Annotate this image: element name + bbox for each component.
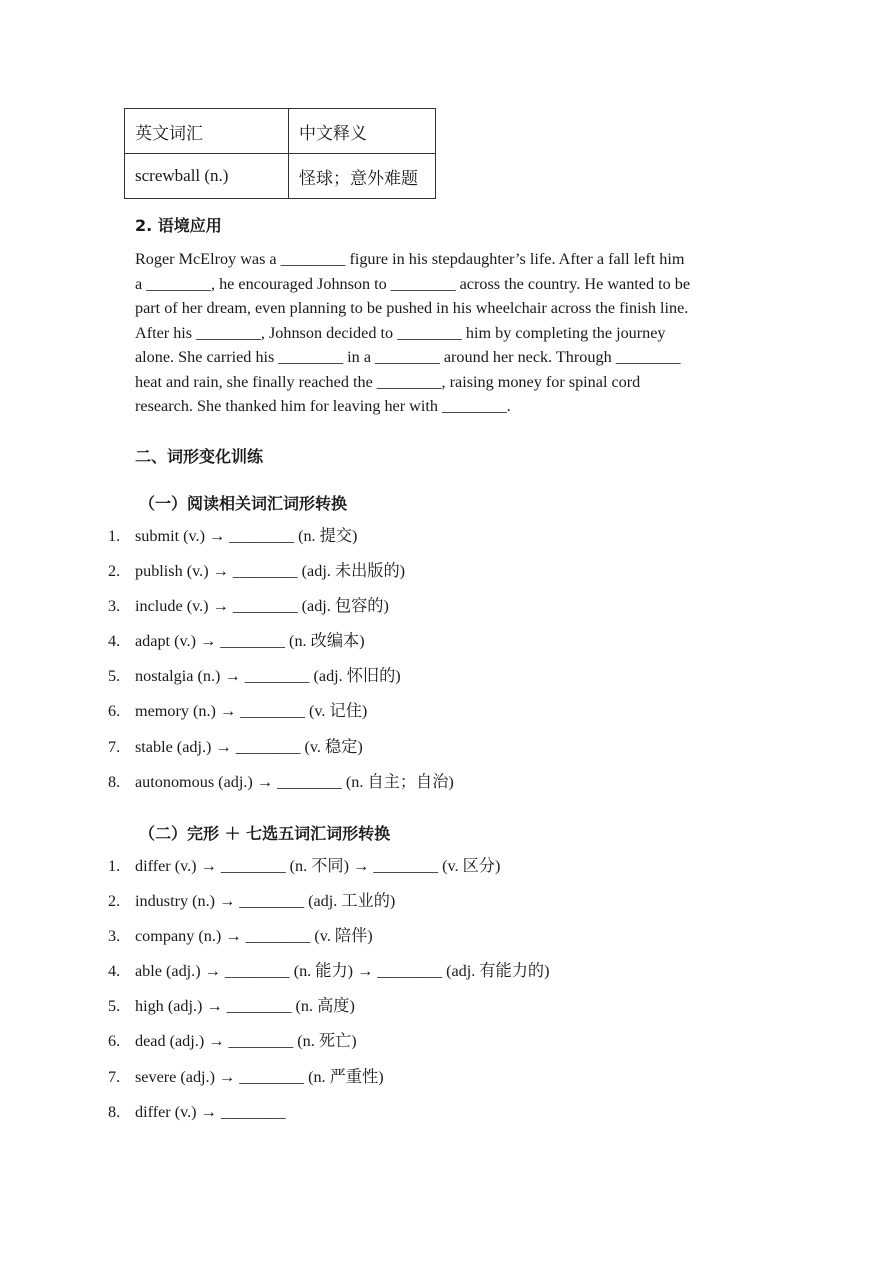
item-text: memory (n.) → ________ (v. 记住) xyxy=(135,702,368,721)
table-cell: screwball (n.) xyxy=(125,154,289,199)
item-text: high (adj.) → ________ (n. 高度) xyxy=(135,997,355,1016)
item-number: 2. xyxy=(108,562,121,581)
passage-line: heat and rain, she finally reached the ________, raising money for spinal cord xyxy=(135,372,641,391)
item-number: 3. xyxy=(108,927,121,946)
item-number: 6. xyxy=(108,702,121,721)
table-cell: 怪球；意外难题 xyxy=(289,154,436,199)
passage-line: part of her dream, even planning to be pushed in his wheelchair across the finish line. xyxy=(135,299,689,317)
table-header-cell: 中文释义 xyxy=(289,109,436,154)
passage-line: After his ________, Johnson decided to ________ him by completing the journey xyxy=(135,323,666,342)
section-heading-context: 2. 语境应用 xyxy=(135,216,222,235)
item-text: submit (v.) → ________ (n. 提交) xyxy=(135,527,358,545)
item-number: 6. xyxy=(108,1032,121,1051)
item-text: publish (v.) → ________ (adj. 未出版的) xyxy=(135,562,406,581)
passage-line: research. She thanked him for leaving her with ________. xyxy=(135,397,511,415)
table-header-cell: 英文词汇 xyxy=(125,109,289,154)
passage-line: a ________, he encouraged Johnson to ________ across the country. He wanted to be xyxy=(135,274,691,293)
item-number: 7. xyxy=(108,737,121,756)
context-passage xyxy=(135,247,760,419)
subsection-title-reading: （一）阅读相关词汇词形转换 xyxy=(139,494,348,513)
item-text: differ (v.) → ________ xyxy=(135,1102,286,1121)
item-number: 5. xyxy=(108,667,121,686)
item-number: 7. xyxy=(108,1067,121,1086)
item-text: severe (adj.) → ________ (n. 严重性) xyxy=(135,1067,384,1086)
item-number: 4. xyxy=(108,632,121,651)
item-number: 8. xyxy=(108,772,121,791)
item-text: able (adj.) → ________ (n. 能力) → ________ (adj. 有能力的) xyxy=(135,962,550,981)
item-text: include (v.) → ________ (adj. 包容的) xyxy=(135,597,389,616)
item-number: 3. xyxy=(108,597,121,616)
table-header-row xyxy=(125,109,436,154)
table-row xyxy=(125,154,436,199)
item-number: 8. xyxy=(108,1102,121,1121)
item-text: autonomous (adj.) → ________ (n. 自主；自治) xyxy=(135,772,454,791)
item-number: 1. xyxy=(108,857,121,875)
item-number: 4. xyxy=(108,962,121,981)
item-text: stable (adj.) → ________ (v. 稳定) xyxy=(135,737,363,756)
item-number: 2. xyxy=(108,892,121,911)
passage-line: alone. She carried his ________ in a ________ around her neck. Through ________ xyxy=(135,348,681,366)
part-two-title: 二、词形变化训练 xyxy=(135,447,264,466)
item-text: dead (adj.) → ________ (n. 死亡) xyxy=(135,1032,357,1051)
item-text: industry (n.) → ________ (adj. 工业的) xyxy=(135,892,396,911)
vocab-table xyxy=(124,108,436,199)
subsection-title-cloze: （二）完形 ＋ 七选五词汇词形转换 xyxy=(139,824,391,843)
passage-line: Roger McElroy was a ________ figure in his stepdaughter’s life. After a fall left him xyxy=(135,250,685,268)
item-number: 1. xyxy=(108,527,121,545)
item-number: 5. xyxy=(108,997,121,1016)
item-text: differ (v.) → ________ (n. 不同) → ________ (v. 区分) xyxy=(135,857,501,875)
item-text: adapt (v.) → ________ (n. 改编本) xyxy=(135,632,365,651)
item-text: company (n.) → ________ (v. 陪伴) xyxy=(135,927,373,946)
item-text: nostalgia (n.) → ________ (adj. 怀旧的) xyxy=(135,667,401,686)
